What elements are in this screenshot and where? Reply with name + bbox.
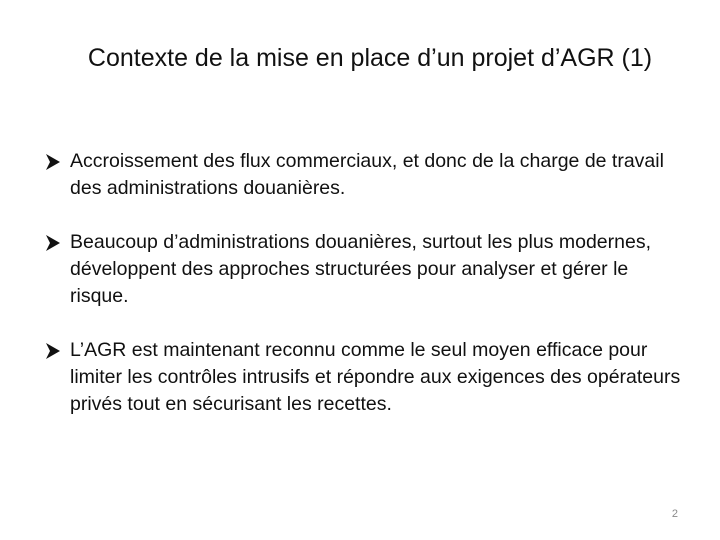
bullet-item <box>44 229 684 310</box>
slide-number: 2 <box>671 508 678 520</box>
arrow-bullet-icon <box>44 153 62 171</box>
arrow-bullet-icon <box>44 342 62 360</box>
bullet-item <box>44 148 684 202</box>
bullet-text: Beaucoup d’administrations douanières, surtout les plus modernes, développent des approches structurées pour analyser et gérer le risque. <box>70 231 652 307</box>
bullet-item <box>44 337 684 418</box>
bullet-list <box>44 148 684 418</box>
slide-title: Contexte de la mise en place d’un projet d’AGR (1) <box>87 44 653 72</box>
arrow-bullet-icon <box>44 234 62 252</box>
bullet-text: Accroissement des flux commerciaux, et donc de la charge de travail des administrations douanières. <box>70 150 664 199</box>
bullet-text: L’AGR est maintenant reconnu comme le seul moyen efficace pour limiter les contrôles intrusifs et répondre aux exigences des opérateurs privés tout en sécurisant les recettes. <box>70 339 681 415</box>
